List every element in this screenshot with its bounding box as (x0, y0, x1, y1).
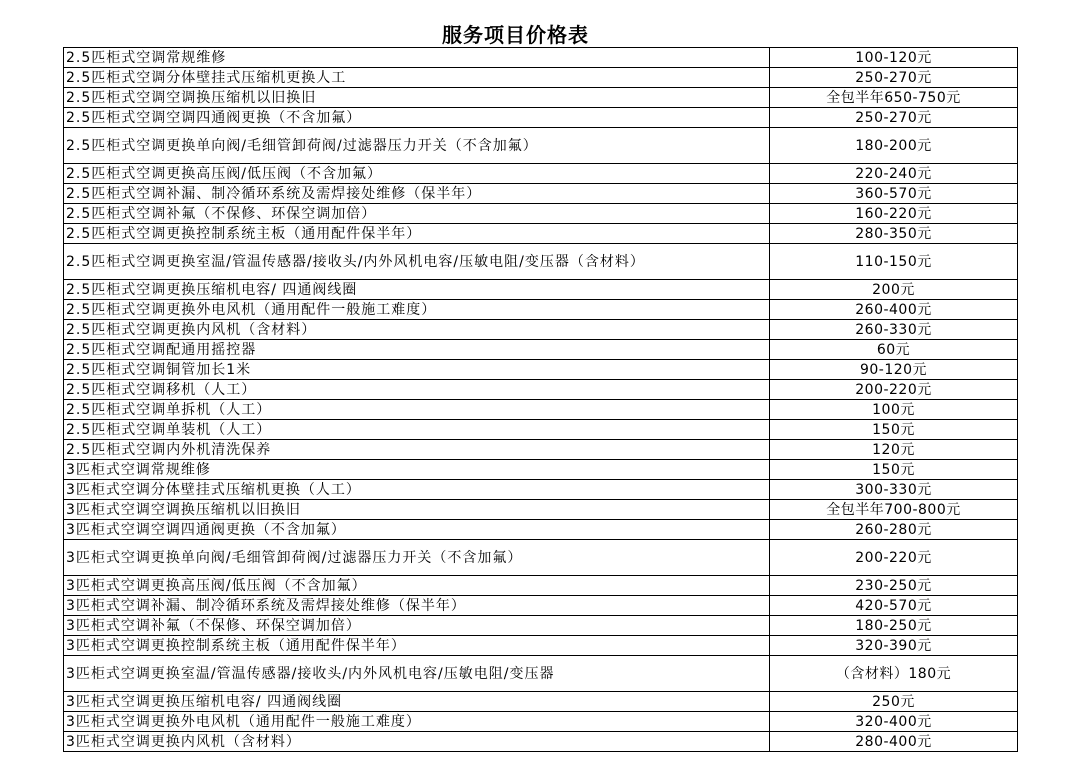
table-row (64, 540, 1018, 576)
service-item-cell: 3匹柜式空调补漏、制冷循环系统及需焊接处维修（保半年） (64, 596, 770, 616)
table-row (64, 184, 1018, 204)
service-item-cell: 2.5匹柜式空调更换单向阀/毛细管卸荷阀/过滤器压力开关（不含加氟） (64, 128, 770, 164)
service-item-cell: 3匹柜式空调补氟（不保修、环保空调加倍） (64, 616, 770, 636)
service-item-cell: 3匹柜式空调更换压缩机电容/ 四通阀线圈 (64, 692, 770, 712)
service-item-cell: 2.5匹柜式空调配通用摇控器 (64, 340, 770, 360)
price-cell: 120元 (770, 440, 1018, 460)
service-item-cell: 3匹柜式空调空调四通阀更换（不含加氟） (64, 520, 770, 540)
table-row (64, 128, 1018, 164)
price-cell: 220-240元 (770, 164, 1018, 184)
table-row (64, 224, 1018, 244)
service-item-cell: 2.5匹柜式空调铜管加长1米 (64, 360, 770, 380)
price-cell: 250-270元 (770, 108, 1018, 128)
table-row (64, 576, 1018, 596)
service-item-cell: 2.5匹柜式空调单拆机（人工） (64, 400, 770, 420)
table-row (64, 400, 1018, 420)
price-cell: 200-220元 (770, 540, 1018, 576)
table-row (64, 380, 1018, 400)
table-row (64, 280, 1018, 300)
price-table (63, 47, 1018, 752)
table-row (64, 460, 1018, 480)
table-row (64, 440, 1018, 460)
table-row (64, 320, 1018, 340)
service-item-cell: 2.5匹柜式空调移机（人工） (64, 380, 770, 400)
service-item-cell: 2.5匹柜式空调单装机（人工） (64, 420, 770, 440)
service-item-cell: 3匹柜式空调更换单向阀/毛细管卸荷阀/过滤器压力开关（不含加氟） (64, 540, 770, 576)
price-cell: 320-400元 (770, 712, 1018, 732)
table-row (64, 108, 1018, 128)
table-row (64, 480, 1018, 500)
price-cell: 180-200元 (770, 128, 1018, 164)
table-row (64, 48, 1018, 68)
service-item-cell: 2.5匹柜式空调内外机清洗保养 (64, 440, 770, 460)
service-item-cell: 3匹柜式空调空调换压缩机以旧换旧 (64, 500, 770, 520)
table-row (64, 616, 1018, 636)
table-row (64, 244, 1018, 280)
table-row (64, 636, 1018, 656)
price-cell: 180-250元 (770, 616, 1018, 636)
price-cell: 250-270元 (770, 68, 1018, 88)
price-cell: 420-570元 (770, 596, 1018, 616)
table-row (64, 300, 1018, 320)
price-cell: 全包半年700-800元 (770, 500, 1018, 520)
price-cell: 150元 (770, 460, 1018, 480)
table-row (64, 420, 1018, 440)
price-cell: 260-330元 (770, 320, 1018, 340)
price-cell: 110-150元 (770, 244, 1018, 280)
table-row (64, 520, 1018, 540)
table-row (64, 596, 1018, 616)
service-item-cell: 2.5匹柜式空调补漏、制冷循环系统及需焊接处维修（保半年） (64, 184, 770, 204)
price-cell: 280-400元 (770, 732, 1018, 752)
service-item-cell: 2.5匹柜式空调更换高压阀/低压阀（不含加氟） (64, 164, 770, 184)
service-item-cell: 2.5匹柜式空调更换控制系统主板（通用配件保半年） (64, 224, 770, 244)
price-cell: 250元 (770, 692, 1018, 712)
price-cell: 260-400元 (770, 300, 1018, 320)
price-cell: 160-220元 (770, 204, 1018, 224)
table-row (64, 360, 1018, 380)
table-row (64, 204, 1018, 224)
table-row (64, 732, 1018, 752)
table-row (64, 68, 1018, 88)
page-title: 服务项目价格表 (442, 23, 589, 47)
service-item-cell: 2.5匹柜式空调补氟（不保修、环保空调加倍） (64, 204, 770, 224)
price-cell: 150元 (770, 420, 1018, 440)
price-cell: 90-120元 (770, 360, 1018, 380)
table-row (64, 340, 1018, 360)
service-item-cell: 3匹柜式空调更换高压阀/低压阀（不含加氟） (64, 576, 770, 596)
table-row (64, 500, 1018, 520)
table-row (64, 656, 1018, 692)
service-item-cell: 2.5匹柜式空调空调换压缩机以旧换旧 (64, 88, 770, 108)
price-cell: 全包半年650-750元 (770, 88, 1018, 108)
service-item-cell: 3匹柜式空调更换外电风机（通用配件一般施工难度） (64, 712, 770, 732)
price-cell: 280-350元 (770, 224, 1018, 244)
table-row (64, 164, 1018, 184)
service-item-cell: 2.5匹柜式空调更换外电风机（通用配件一般施工难度） (64, 300, 770, 320)
service-item-cell: 2.5匹柜式空调常规维修 (64, 48, 770, 68)
service-item-cell: 2.5匹柜式空调更换压缩机电容/ 四通阀线圈 (64, 280, 770, 300)
service-item-cell: 3匹柜式空调更换室温/管温传感器/接收头/内外风机电容/压敏电阻/变压器 (64, 656, 770, 692)
price-cell: （含材料）180元 (770, 656, 1018, 692)
price-cell: 200元 (770, 280, 1018, 300)
price-cell: 230-250元 (770, 576, 1018, 596)
service-item-cell: 2.5匹柜式空调更换内风机（含材料） (64, 320, 770, 340)
price-cell: 60元 (770, 340, 1018, 360)
service-item-cell: 2.5匹柜式空调空调四通阀更换（不含加氟） (64, 108, 770, 128)
service-item-cell: 3匹柜式空调更换控制系统主板（通用配件保半年） (64, 636, 770, 656)
service-item-cell: 3匹柜式空调更换内风机（含材料） (64, 732, 770, 752)
service-item-cell: 3匹柜式空调分体壁挂式压缩机更换（人工） (64, 480, 770, 500)
price-cell: 100元 (770, 400, 1018, 420)
table-row (64, 712, 1018, 732)
service-item-cell: 2.5匹柜式空调分体壁挂式压缩机更换人工 (64, 68, 770, 88)
price-table-body (64, 48, 1018, 752)
price-cell: 260-280元 (770, 520, 1018, 540)
price-cell: 100-120元 (770, 48, 1018, 68)
table-row (64, 88, 1018, 108)
table-row (64, 692, 1018, 712)
price-cell: 360-570元 (770, 184, 1018, 204)
service-item-cell: 2.5匹柜式空调更换室温/管温传感器/接收头/内外风机电容/压敏电阻/变压器（含材料） (64, 244, 770, 280)
price-cell: 200-220元 (770, 380, 1018, 400)
price-cell: 320-390元 (770, 636, 1018, 656)
price-cell: 300-330元 (770, 480, 1018, 500)
service-item-cell: 3匹柜式空调常规维修 (64, 460, 770, 480)
